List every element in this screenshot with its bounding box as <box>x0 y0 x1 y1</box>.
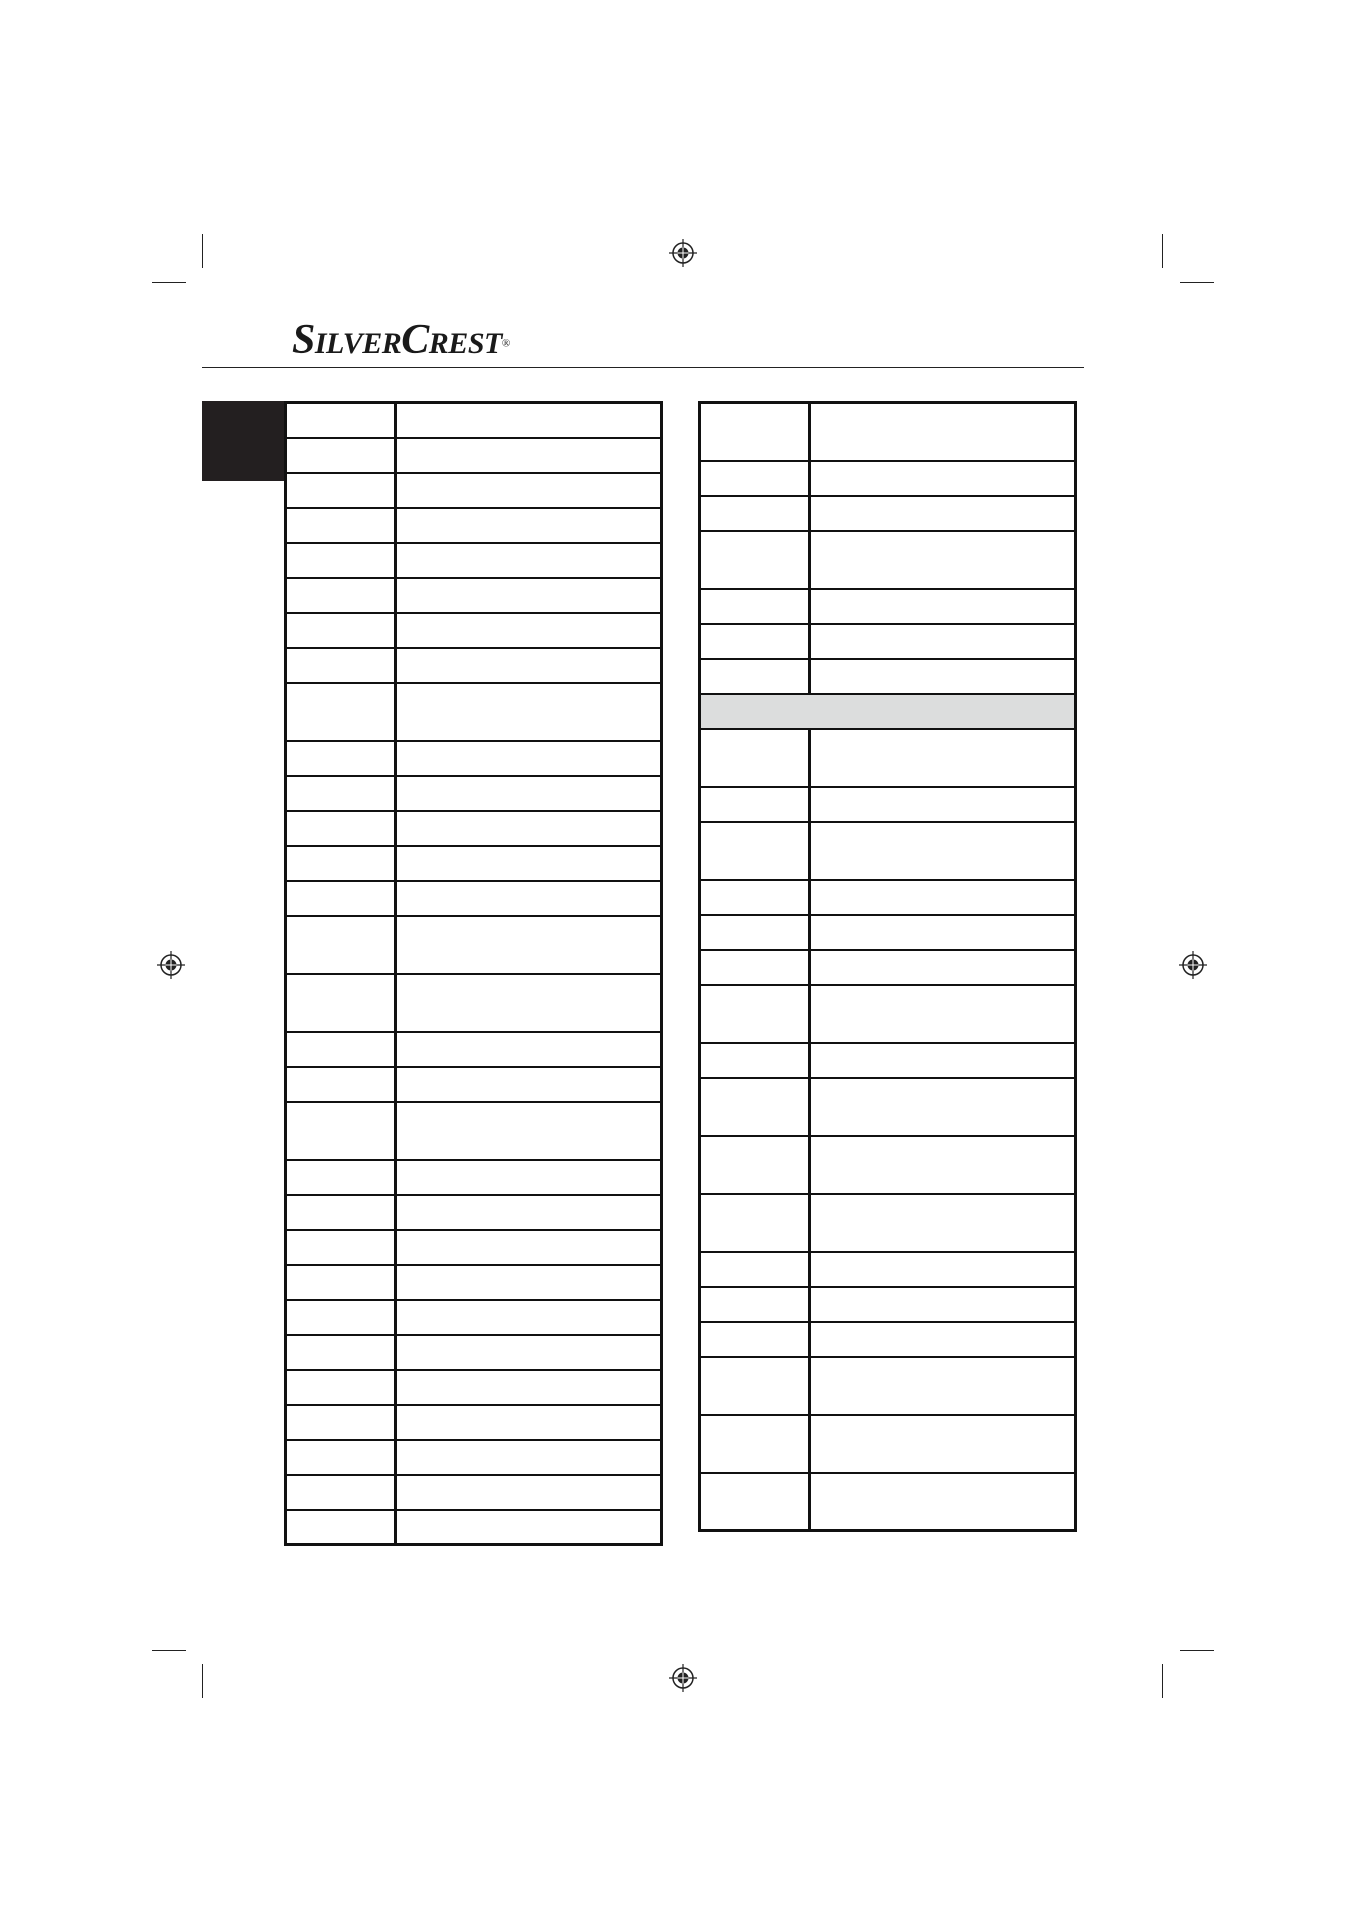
spec-value-cell <box>396 438 662 473</box>
table-row <box>286 683 662 741</box>
section-header-cell <box>700 694 1076 729</box>
spec-label-cell <box>700 461 810 496</box>
spec-label-cell <box>700 589 810 624</box>
spec-label-cell <box>286 1195 396 1230</box>
table-row <box>700 1473 1076 1531</box>
spec-value-cell <box>396 1335 662 1370</box>
spec-label-cell <box>286 1335 396 1370</box>
spec-value-cell <box>396 881 662 916</box>
spec-label-cell <box>700 1415 810 1473</box>
spec-value-cell <box>396 473 662 508</box>
spec-value-cell <box>810 589 1076 624</box>
table-row <box>286 1265 662 1300</box>
table-row <box>700 729 1076 787</box>
table-row <box>700 1043 1076 1078</box>
spec-label-cell <box>286 1300 396 1335</box>
spec-value-cell <box>396 1102 662 1160</box>
spec-value-cell <box>810 1473 1076 1531</box>
spec-value-cell <box>396 776 662 811</box>
table-row <box>286 543 662 578</box>
table-row <box>700 589 1076 624</box>
table-row <box>286 1067 662 1102</box>
spec-value-cell <box>810 915 1076 950</box>
spec-value-cell <box>396 916 662 974</box>
crop-mark-top-left-horizontal <box>152 282 186 283</box>
spec-value-cell <box>396 683 662 741</box>
table-row <box>700 880 1076 915</box>
table-row <box>286 776 662 811</box>
table-row <box>286 741 662 776</box>
table-row <box>286 578 662 613</box>
table-row <box>286 1440 662 1475</box>
table-row <box>286 1102 662 1160</box>
spec-label-cell <box>286 508 396 543</box>
spec-label-cell <box>700 531 810 589</box>
spec-value-cell <box>810 729 1076 787</box>
table-row <box>286 1195 662 1230</box>
spec-label-cell <box>700 1194 810 1252</box>
table-row <box>700 659 1076 694</box>
spec-label-cell <box>286 473 396 508</box>
table-row <box>286 1032 662 1067</box>
table-row <box>700 950 1076 985</box>
table-row <box>700 1136 1076 1194</box>
spec-value-cell <box>396 1067 662 1102</box>
table-row <box>286 916 662 974</box>
spec-table-right-body <box>700 403 1076 1531</box>
spec-value-cell <box>396 974 662 1032</box>
spec-label-cell <box>286 1032 396 1067</box>
registered-mark: ® <box>501 337 510 350</box>
table-row <box>286 1405 662 1440</box>
spec-value-cell <box>810 624 1076 659</box>
spec-label-cell <box>700 624 810 659</box>
spec-label-cell <box>286 974 396 1032</box>
spec-label-cell <box>700 496 810 531</box>
spec-value-cell <box>810 1357 1076 1415</box>
table-row <box>700 1252 1076 1287</box>
table-row <box>286 1160 662 1195</box>
spec-label-cell <box>286 1440 396 1475</box>
table-row <box>286 811 662 846</box>
spec-label-cell <box>700 659 810 694</box>
table-row <box>286 648 662 683</box>
table-row <box>700 1415 1076 1473</box>
spec-label-cell <box>286 1510 396 1545</box>
spec-label-cell <box>700 950 810 985</box>
table-row <box>286 881 662 916</box>
spec-value-cell <box>396 811 662 846</box>
crop-mark-top-right-horizontal <box>1180 282 1214 283</box>
spec-value-cell <box>810 1287 1076 1322</box>
spec-label-cell <box>286 403 396 438</box>
table-row <box>286 1475 662 1510</box>
spec-label-cell <box>700 915 810 950</box>
crop-mark-top-left-vertical <box>202 234 203 268</box>
table-row <box>286 1370 662 1405</box>
spec-label-cell <box>286 741 396 776</box>
table-row <box>700 624 1076 659</box>
spec-value-cell <box>810 1043 1076 1078</box>
spec-value-cell <box>396 1475 662 1510</box>
table-row <box>700 822 1076 880</box>
table-row <box>700 1322 1076 1357</box>
table-row <box>700 985 1076 1043</box>
spec-label-cell <box>700 1252 810 1287</box>
table-row <box>286 403 662 438</box>
spec-table-right <box>698 401 1077 1532</box>
table-row <box>286 974 662 1032</box>
spec-value-cell <box>810 950 1076 985</box>
registration-mark-top-icon <box>669 239 697 267</box>
spec-value-cell <box>396 1510 662 1545</box>
spec-value-cell <box>396 1440 662 1475</box>
spec-value-cell <box>810 496 1076 531</box>
spec-value-cell <box>396 543 662 578</box>
language-tab <box>202 401 285 481</box>
spec-value-cell <box>810 1415 1076 1473</box>
spec-label-cell <box>286 543 396 578</box>
silvercrest-logo: SILVERCREST® <box>292 317 510 363</box>
spec-label-cell <box>700 1287 810 1322</box>
spec-label-cell <box>700 1078 810 1136</box>
registration-mark-left-icon <box>157 951 185 979</box>
table-row <box>700 1287 1076 1322</box>
spec-value-cell <box>810 461 1076 496</box>
crop-mark-bottom-left-vertical <box>202 1664 203 1698</box>
spec-label-cell <box>700 1136 810 1194</box>
table-row <box>700 403 1076 461</box>
spec-label-cell <box>700 1357 810 1415</box>
crop-mark-bottom-right-horizontal <box>1180 1650 1214 1651</box>
table-row <box>700 1357 1076 1415</box>
spec-value-cell <box>396 1032 662 1067</box>
spec-label-cell <box>286 1067 396 1102</box>
table-row <box>286 1335 662 1370</box>
spec-value-cell <box>396 648 662 683</box>
spec-value-cell <box>396 578 662 613</box>
spec-label-cell <box>700 822 810 880</box>
table-row <box>286 1300 662 1335</box>
spec-value-cell <box>396 1160 662 1195</box>
table-row <box>700 1078 1076 1136</box>
spec-label-cell <box>286 648 396 683</box>
spec-value-cell <box>810 531 1076 589</box>
spec-table-left-body <box>286 403 662 1545</box>
spec-label-cell <box>286 613 396 648</box>
spec-value-cell <box>396 403 662 438</box>
spec-value-cell <box>810 880 1076 915</box>
spec-value-cell <box>810 822 1076 880</box>
spec-label-cell <box>286 683 396 741</box>
spec-value-cell <box>396 1265 662 1300</box>
spec-label-cell <box>286 1230 396 1265</box>
table-row <box>700 496 1076 531</box>
spec-value-cell <box>396 1300 662 1335</box>
spec-label-cell <box>286 811 396 846</box>
spec-label-cell <box>286 438 396 473</box>
spec-value-cell <box>810 403 1076 461</box>
spec-value-cell <box>396 1405 662 1440</box>
table-row <box>286 1510 662 1545</box>
table-row <box>286 1230 662 1265</box>
spec-value-cell <box>810 1078 1076 1136</box>
spec-label-cell <box>286 776 396 811</box>
spec-value-cell <box>810 659 1076 694</box>
spec-label-cell <box>286 1160 396 1195</box>
spec-label-cell <box>700 985 810 1043</box>
table-row <box>700 915 1076 950</box>
registration-mark-bottom-icon <box>669 1664 697 1692</box>
spec-label-cell <box>700 729 810 787</box>
spec-label-cell <box>700 403 810 461</box>
table-row <box>286 846 662 881</box>
spec-label-cell <box>700 1043 810 1078</box>
spec-value-cell <box>810 1136 1076 1194</box>
spec-label-cell <box>700 1473 810 1531</box>
spec-value-cell <box>810 787 1076 822</box>
spec-label-cell <box>286 1405 396 1440</box>
spec-value-cell <box>810 1194 1076 1252</box>
spec-label-cell <box>286 1475 396 1510</box>
spec-label-cell <box>286 846 396 881</box>
table-row <box>286 473 662 508</box>
header-rule <box>202 367 1084 368</box>
table-row <box>700 787 1076 822</box>
spec-table-left <box>284 401 663 1546</box>
registration-mark-right-icon <box>1179 951 1207 979</box>
spec-value-cell <box>396 741 662 776</box>
table-row <box>286 508 662 543</box>
spec-value-cell <box>810 1252 1076 1287</box>
spec-label-cell <box>700 787 810 822</box>
spec-value-cell <box>396 508 662 543</box>
crop-mark-top-right-vertical <box>1162 234 1163 268</box>
crop-mark-bottom-left-horizontal <box>152 1650 186 1651</box>
spec-label-cell <box>286 881 396 916</box>
table-row <box>700 461 1076 496</box>
spec-value-cell <box>396 1230 662 1265</box>
spec-value-cell <box>396 613 662 648</box>
spec-label-cell <box>286 1370 396 1405</box>
spec-label-cell <box>286 1102 396 1160</box>
table-row <box>286 438 662 473</box>
table-row <box>286 613 662 648</box>
spec-label-cell <box>286 578 396 613</box>
spec-label-cell <box>700 1322 810 1357</box>
spec-value-cell <box>396 1195 662 1230</box>
spec-value-cell <box>810 985 1076 1043</box>
spec-value-cell <box>396 1370 662 1405</box>
spec-value-cell <box>396 846 662 881</box>
spec-value-cell <box>810 1322 1076 1357</box>
table-row <box>700 1194 1076 1252</box>
spec-label-cell <box>286 1265 396 1300</box>
crop-mark-bottom-right-vertical <box>1162 1664 1163 1698</box>
table-row <box>700 531 1076 589</box>
spec-label-cell <box>700 880 810 915</box>
table-row <box>700 694 1076 729</box>
spec-label-cell <box>286 916 396 974</box>
